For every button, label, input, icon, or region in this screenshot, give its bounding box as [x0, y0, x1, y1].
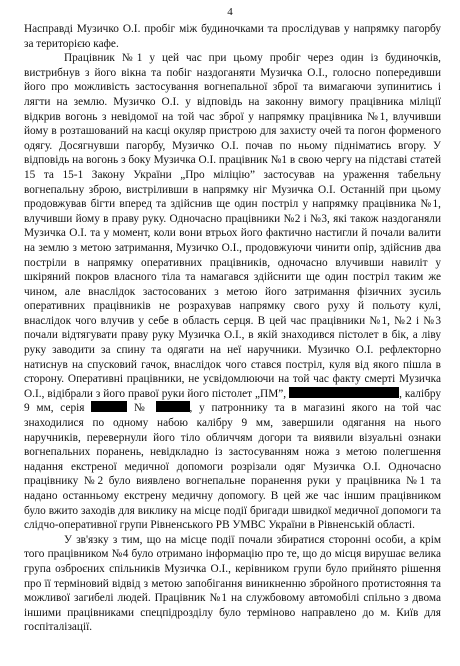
- paragraph-main-end: , у патроннику та в магазині якого на той час знаходилися по одному набою калібру 9 мм, завершили одягання на нього наручників, перевернули його тіло обличчям догори та виявили візуальні ознаки вогнепальних поранень, невідкладно із застосуванням ножа з метою полегшення надання екстреної медичної допомоги розрізали одяг Музичка О.І. Одночасно працівнику №2 було виявлено вогнепальне поранення руки у працівника №1 та надано останньому екстрену медичну допомогу. В цей же час іншим працівником було вжито заходів для виклику на місце події бригади швидкої медичної допомоги та слідчо-оперативної групи Рівненського РВ УМВС України в Рівненській області.: [24, 402, 442, 532]
- paragraph-intro: Насправді Музичко О.І. пробіг між будиночками та прослідував у напрямку пагорбу за територією кафе.: [24, 23, 441, 50]
- redaction-block: [289, 387, 399, 398]
- document-body: [24, 22, 441, 635]
- paragraph-main-text: Працівник №1 у цей час при цьому пробіг через один із будиночків, вистрибнув з його вікна та побіг наздоганяти Музичка О.І., голосно попередивши його про можливість застосування вогнепальної зброї та вимагаючи зупинитись і лягти на землю. Музичко О.І. у відповідь на законну вимогу працівника міліції відкрив вогонь з невідомої на той час зброї у напрямку працівника №1, влучивши йому в розташований на касці окуляр пристрою для захисту очей та погон форменого одягу. Досягнувши пагорбу, Музичко О.І. почав по ньому підніматись вгору. У відповідь на вогонь з боку Музичка О.І. працівник №1 в свою чергу на підставі статей 15 та 15-1 Закону України „Про міліцію” застосував на ураження табельну вогнепальну зброю, вистріливши в напрямку ніг Музичка О.І. Останній при цьому продовжував бігти вперед та здійснив ще один постріл у напрямку працівника №1, влучивши йому в праву руку. Одночасно працівники №2 і №3, які також наздоганяли Музичка О.І. та у момент, коли вони втрьох його фактично настигли й почали валити на землю з метою затримання, Музичко О.І., продовжуючи чинити опір, здійснив два постріли в напрямку оперативних працівників, одночасно влучивши навиліт у шкіряний покров власного тіла та намагався здійснити ще один постріл таким же чином, але внаслідок застосованих з метою його затримання фізичних зусиль оперативних працівників не розрахував напрямку свого руху й польоту кулі, внаслідок чого влучив у себе в область серця. В цей час працівники №1, №2 і №3 почали відтягувати праву руку Музичка О.І., в якій знаходився пістолет в бік, а ліву руку заводити за спину та одягати на неї наручники. Музичко О.І. рефлекторно натиснув на спусковий гачок, внаслідок чого стався постріл, куля від якого пішла в сторону. Оперативні працівники, не усвідомлюючи на той час факту смерті Музичка О.І., відібрали з його правої руки його пістолет „ПМ”,: [24, 52, 441, 400]
- paragraph-main-number-sign: №: [134, 402, 149, 415]
- paragraph-main-calibre: , калібру 9 мм, серія: [24, 387, 441, 415]
- redaction-block: [156, 401, 190, 412]
- redaction-block: [91, 401, 127, 412]
- paragraph-withdrawal: У зв'язку з тим, що на місце події почали збиратися сторонні особи, а крім того працівником №4 було отримано інформацію про те, що до місця вирушає велика група озброєних спільників Музичка О.І., керівником групи було прийнято рішення про її терміновий відвід з метою запобігання виникненню збройного протистояння та можливої загибелі людей. Працівник №1 на службовому автомобілі спільно з двома іншими працівниками спецпідрозділу було терміново направлено до м. Київ для госпіталізації.: [24, 533, 441, 634]
- paragraph-main: [24, 51, 441, 533]
- page-number: 4: [227, 6, 233, 18]
